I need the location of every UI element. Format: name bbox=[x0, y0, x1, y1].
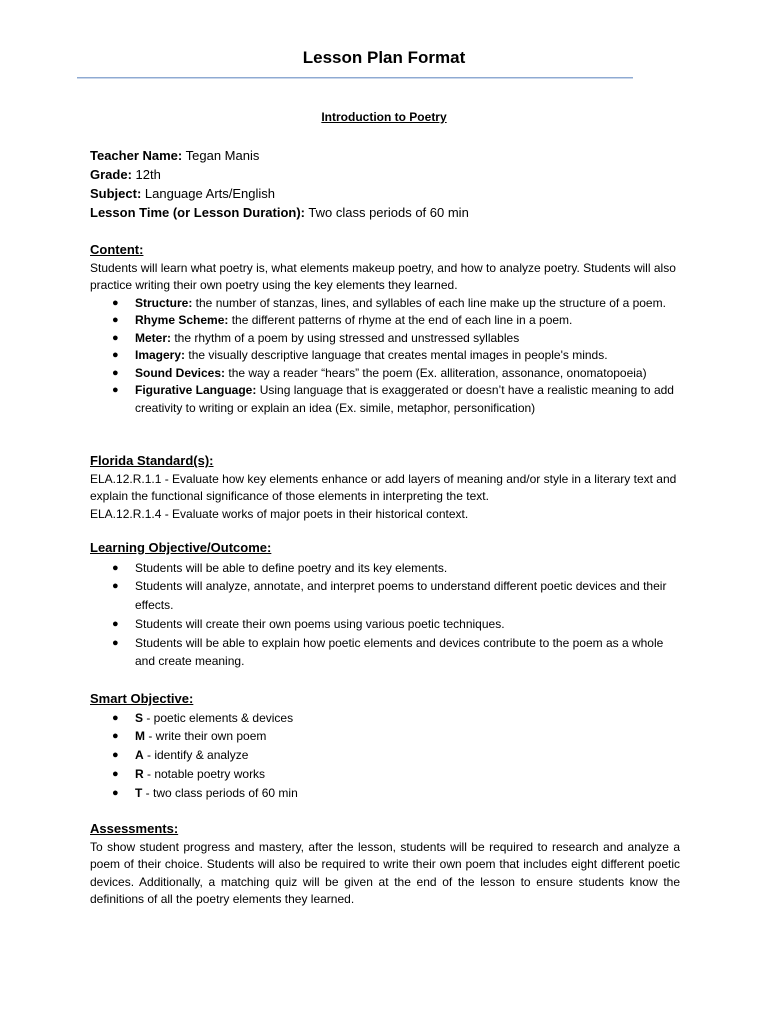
item-text: - two class periods of 60 min bbox=[142, 785, 298, 800]
content-section bbox=[90, 241, 680, 417]
bullet-icon: ● bbox=[112, 349, 119, 361]
list-item bbox=[90, 746, 680, 765]
item-text: the visually descriptive language that creates mental images in people's minds. bbox=[185, 348, 608, 362]
smart-section bbox=[90, 690, 680, 802]
bullet-icon: ● bbox=[112, 767, 119, 780]
objectives-section bbox=[90, 539, 680, 671]
list-item bbox=[90, 615, 680, 634]
bullet-icon: ● bbox=[112, 617, 119, 630]
content-intro: Students will learn what poetry is, what elements makeup poetry, and how to analyze poetry. Students will also practice writing their own poetry using the key elements they learned. bbox=[90, 260, 676, 292]
assessments-section bbox=[90, 820, 680, 909]
bullet-icon: ● bbox=[112, 580, 119, 593]
item-term: Figurative Language: bbox=[135, 383, 257, 397]
bullet-icon: ● bbox=[112, 730, 119, 743]
item-text: - write their own poem bbox=[145, 729, 267, 744]
smart-heading: Smart Objective: bbox=[90, 691, 194, 706]
smart-letter: A bbox=[135, 748, 144, 763]
item-term: Structure: bbox=[135, 295, 193, 310]
smart-list bbox=[90, 709, 680, 803]
list-item bbox=[90, 634, 680, 671]
bullet-icon: ● bbox=[112, 384, 119, 396]
title-divider bbox=[77, 77, 633, 78]
item-term: Imagery: bbox=[135, 348, 186, 362]
smart-letter: S bbox=[135, 710, 144, 725]
standards-heading: Florida Standard(s): bbox=[90, 453, 214, 468]
lesson-meta bbox=[90, 146, 469, 222]
list-item bbox=[90, 347, 680, 365]
grade-label: Grade: bbox=[90, 167, 132, 182]
time-value: Two class periods of 60 min bbox=[305, 205, 469, 220]
smart-letter: R bbox=[135, 766, 144, 781]
bullet-icon: ● bbox=[112, 561, 119, 574]
objectives-heading: Learning Objective/Outcome: bbox=[90, 540, 272, 555]
bullet-icon: ● bbox=[112, 711, 119, 724]
bullet-icon: ● bbox=[112, 636, 119, 649]
item-text: Students will create their own poems using various poetic techniques. bbox=[135, 616, 505, 631]
item-term: Rhyme Scheme: bbox=[135, 313, 229, 327]
bullet-icon: ● bbox=[112, 331, 119, 344]
standards-section bbox=[90, 452, 680, 523]
grade-line bbox=[90, 165, 469, 184]
assessments-heading: Assessments: bbox=[90, 821, 179, 836]
list-item bbox=[90, 727, 680, 746]
item-term: Sound Devices: bbox=[135, 365, 226, 380]
list-item bbox=[90, 765, 680, 784]
list-item bbox=[90, 784, 680, 803]
page-title: Lesson Plan Format bbox=[302, 48, 466, 67]
time-line bbox=[90, 203, 469, 222]
list-item bbox=[90, 365, 680, 383]
item-text: - identify & analyze bbox=[143, 748, 249, 763]
smart-letter: T bbox=[135, 785, 143, 800]
bullet-icon: ● bbox=[112, 314, 119, 326]
smart-letter: M bbox=[135, 729, 145, 744]
list-item bbox=[90, 709, 680, 728]
standard-line-1: ELA.12.R.1.1 - Evaluate how key elements enhance or add layers of meaning and/or style in a literary text and explain the functional significance of those elements in interpreting the text. bbox=[90, 471, 677, 503]
item-text: Students will be able to define poetry and its key elements. bbox=[135, 560, 448, 575]
grade-value: 12th bbox=[131, 167, 161, 182]
lesson-subtitle: Introduction to Poetry bbox=[321, 110, 447, 124]
item-term: Meter: bbox=[135, 330, 172, 345]
bullet-icon: ● bbox=[112, 786, 119, 799]
bullet-icon: ● bbox=[112, 749, 119, 762]
bullet-icon: ● bbox=[112, 296, 119, 309]
standard-line-2: ELA.12.R.1.4 - Evaluate works of major poets in their historical context. bbox=[90, 506, 469, 521]
list-item bbox=[90, 330, 680, 348]
list-item bbox=[90, 382, 680, 417]
item-text: the different patterns of rhyme at the end of each line in a poem. bbox=[228, 313, 573, 327]
item-text: - poetic elements & devices bbox=[143, 710, 294, 725]
assessments-text: To show student progress and mastery, after the lesson, students will be required to research and analyze a poem of their choice. Students will also be required to write their own poem that includes eight different poetic devices. Additionally, a matching quiz will be given at the end of the lesson to ensure students know the definitions of all the poetry elements they learned. bbox=[90, 839, 680, 906]
list-item bbox=[90, 312, 680, 330]
subject-value: Language Arts/English bbox=[141, 186, 276, 201]
subject-line bbox=[90, 184, 469, 203]
subject-label: Subject: bbox=[90, 186, 142, 201]
bullet-icon: ● bbox=[112, 366, 119, 379]
teacher-label: Teacher Name: bbox=[90, 148, 183, 163]
objectives-list bbox=[90, 559, 680, 671]
item-text: Students will analyze, annotate, and interpret poems to understand different poetic devices and their effects. bbox=[135, 579, 667, 613]
item-text: the way a reader “hears” the poem (Ex. alliteration, assonance, onomatopoeia) bbox=[225, 365, 647, 380]
content-heading: Content: bbox=[90, 242, 144, 257]
teacher-line bbox=[90, 146, 469, 165]
item-text: - notable poetry works bbox=[143, 766, 266, 781]
item-text: the rhythm of a poem by using stressed and unstressed syllables bbox=[171, 330, 520, 345]
time-label: Lesson Time (or Lesson Duration): bbox=[90, 205, 306, 220]
content-list bbox=[90, 295, 680, 418]
teacher-value: Tegan Manis bbox=[182, 148, 260, 163]
list-item bbox=[90, 559, 680, 578]
item-text: Using language that is exaggerated or doesn’t have a realistic meaning to add creativity to writing or explain an idea (Ex. simile, metaphor, personification) bbox=[135, 383, 674, 415]
list-item bbox=[90, 577, 680, 614]
item-text: Students will be able to explain how poetic elements and devices contribute to the poem as a whole and create meaning. bbox=[135, 635, 664, 669]
list-item bbox=[90, 295, 680, 313]
item-text: the number of stanzas, lines, and syllables of each line make up the structure of a poem. bbox=[192, 295, 666, 310]
